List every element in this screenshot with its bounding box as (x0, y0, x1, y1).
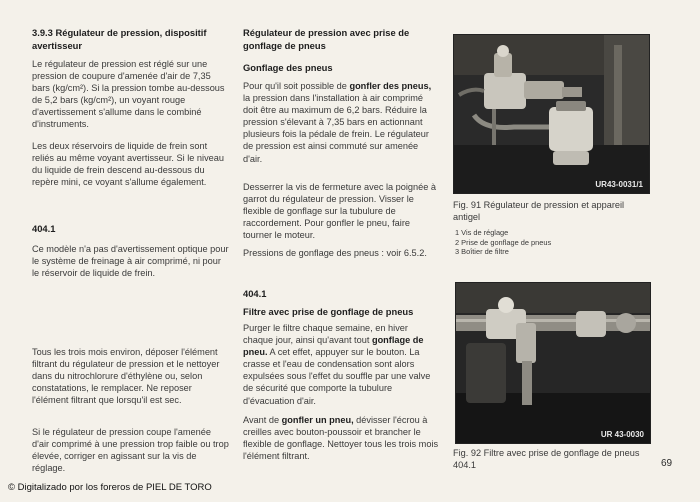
section-heading-regulator-inflation: Régulateur de pression avec prise de gonflage de pneus (243, 27, 410, 51)
legend-item: 2 Prise de gonflage de pneus (455, 237, 552, 247)
section-heading-3-9-3: 3.9.3 Régulateur de pression, dispositif avertisseur (32, 27, 207, 51)
paragraph-before-inflation: Avant de gonfler un pneu, dévisser l'écrou à creilles avec bouton-poussoir et brancher le flexible de gonflage. Nettoyer tous les trois mois l'élément filtrant. (243, 415, 439, 462)
subheading-tyre-inflation: Gonflage des pneus (243, 62, 333, 73)
paragraph-hose-connection: Desserrer la vis de fermeture avec la poignée à garrot du régulateur de pression. Visser le flexible de gonflage sur la tubulure de raccordement. Pour gonfler le pneu, faire tourner le moteur. (243, 182, 437, 241)
paragraph-brake-fluid: Les deux réservoirs de liquide de frein sont reliés au même voyant avertisseur. Si le niveau du liquide de frein descend au-dessous du repère mini, ce voyant s'allume également. (32, 141, 225, 188)
paragraph-inflation-pressure: Pour qu'il soit possible de gonfler des pneus, la pression dans l'installation à air comprimé doit être au maximum de 6,2 bars. Réduire la pression s'élevant à 7,35 bars en actionnant plusieurs fois la pédale de frein. Le régulateur de pression est ainsi commuté sur amenée d'air. (243, 81, 432, 164)
filter-inflation-photo (456, 283, 650, 443)
paragraph-404-1-warning: Ce modèle n'a pas d'avertissement optique pour le système de freinage à air comprimé, ni pour le réservoir de liquide de frein. (32, 244, 229, 279)
photo-1-code: UR43-0031/1 (595, 180, 643, 189)
paragraph-pressure-setting: Le régulateur de pression est réglé sur une pression de coupure d'amenée d'air de 7,35 bars (kg/cm²). Si la pression tombe au-dessous de 5,2 bars (kg/cm²), un voyant rouge d'avertissement s'allume dans le combiné d'instruments. (32, 59, 225, 130)
legend-item: 3 Boîtier de filtre (455, 247, 509, 257)
paragraph-filter-purge: Purger le filtre chaque semaine, en hiver chaque jour, ainsi qu'avant tout gonflage de pneu. A cet effet, appuyer sur le bouton. La crasse et l'eau de condensation sont alors expulsées sous l'effet du souffle par une valve de sécurité que comporte la tubulure d'évacuation d'air. (243, 323, 431, 406)
subheading-404-1-col2: 404.1 (243, 288, 267, 299)
footer-credit: © Digitalizado por los foreros de PIEL DE TORO (8, 482, 212, 493)
pressure-regulator-photo (454, 35, 649, 193)
paragraph-adjusting-screw: Si le régulateur de pression coupe l'amenée d'air comprimé à une pression trop faible ou trop élevée, corriger en agissant sur la vis de réglage. (32, 427, 229, 474)
paragraph-pressure-reference: Pressions de gonflage des pneus : voir 6.5.2. (243, 248, 427, 258)
legend-item: 1 Vis de réglage (455, 228, 509, 237)
figure-91-legend (455, 228, 551, 257)
photo-fig-92 (455, 282, 651, 444)
figure-92-caption: Fig. 92 Filtre avec prise de gonflage de pneus 404.1 (453, 448, 640, 470)
page-number: 69 (661, 458, 673, 469)
subheading-filter-inflation: Filtre avec prise de gonflage de pneus (243, 306, 414, 317)
photo-fig-91 (453, 34, 650, 194)
figure-91-caption: Fig. 91 Régulateur de pression et appareil antigel (453, 200, 625, 222)
photo-2-code: UR 43-0030 (600, 430, 644, 439)
paragraph-filter-cleaning: Tous les trois mois environ, déposer l'élément filtrant du régulateur de pression et le nettoyer dans du nitrochlorure d'éthylène ou, selon constatations, le remplacer. Ne reposer l'élément filtrant que lorsqu'il est sec. (32, 347, 220, 406)
subheading-404-1: 404.1 (32, 223, 56, 234)
